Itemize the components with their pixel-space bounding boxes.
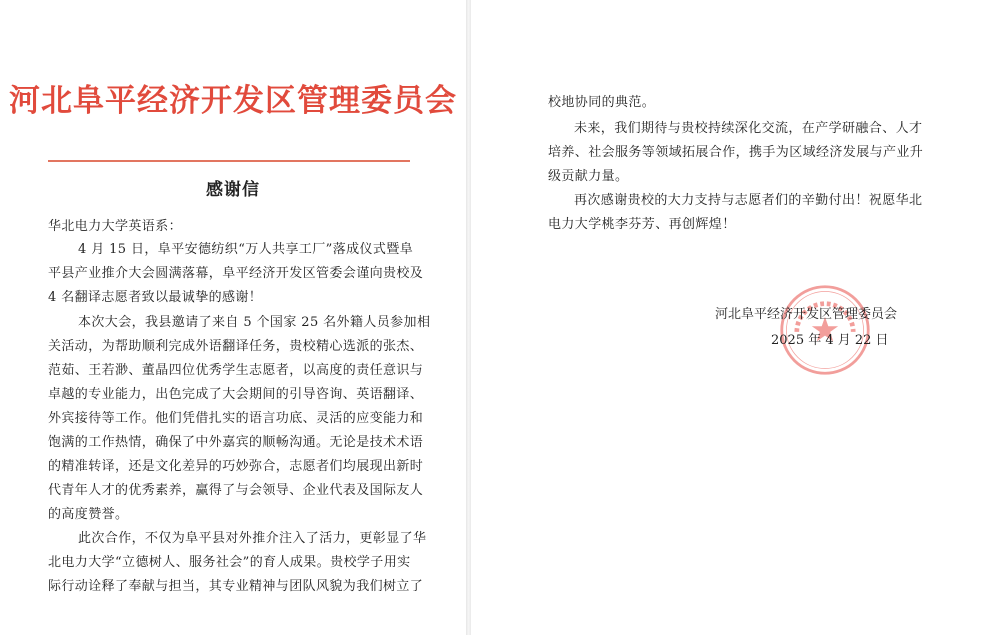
body-line: 4 名翻译志愿者致以最诚挚的感谢！ [48,290,263,305]
signature-date: 2025 年 4 月 22 日 [771,333,889,348]
document-title: 感谢信 [206,180,260,200]
body-line: 校地协同的典范。 [548,95,656,110]
body-line: 际行动诠释了奉献与担当，其专业精神与团队风貌为我们树立了 [48,579,424,594]
body-line: 的高度赞誉。 [48,507,129,522]
body-line: 的精准转译，还是文化差异的巧妙弥合，志愿者们均展现出新时 [48,459,424,474]
letterhead-title: 河北阜平经济开发区管理委员会 [9,83,457,119]
body-line: 外宾接待等工作。他们凭借扎实的语言功底、灵活的应变能力和 [48,411,424,426]
body-line: 级贡献力量。 [548,169,629,184]
body-line: 电力大学桃李芬芳、再创辉煌！ [548,217,736,232]
body-line: 再次感谢贵校的大力支持与志愿者们的辛勤付出！祝愿华北 [574,193,923,208]
body-line: 北电力大学“立德树人、服务社会”的育人成果。贵校学子用实 [48,555,411,570]
body-line: 代青年人才的优秀素养，赢得了与会领导、企业代表及国际友人 [48,483,424,498]
body-line: 饱满的工作热情，确保了中外嘉宾的顺畅沟通。无论是技术术语 [48,435,424,450]
body-line: 培养、社会服务等领域拓展合作，携手为区域经济发展与产业升 [548,145,924,160]
body-line: 此次合作，不仅为阜平县对外推介注入了活力，更彰显了华 [78,531,427,546]
salutation: 华北电力大学英语系： [48,219,183,234]
body-line: 平县产业推介大会圆满落幕，阜平经济开发区管委会谨向贵校及 [48,266,424,281]
body-line: 卓越的专业能力，出色完成了大会期间的引导咨询、英语翻译、 [48,387,424,402]
body-line: 关活动，为帮助顺利完成外语翻译任务，贵校精心选派的张杰、 [48,339,424,354]
body-line: 范茹、王若渺、董晶四位优秀学生志愿者，以高度的责任意识与 [48,363,424,378]
body-line: 本次大会，我县邀请了来自 5 个国家 25 名外籍人员参加相 [78,315,431,330]
body-line: 4 月 15 日，阜平安德纺织“万人共享工厂”落成仪式暨阜 [78,242,414,257]
signature-organization: 河北阜平经济开发区管理委员会 [715,307,898,322]
letterhead-rule [48,160,410,162]
body-line: 未来，我们期待与贵校持续深化交流，在产学研融合、人才 [574,121,923,136]
